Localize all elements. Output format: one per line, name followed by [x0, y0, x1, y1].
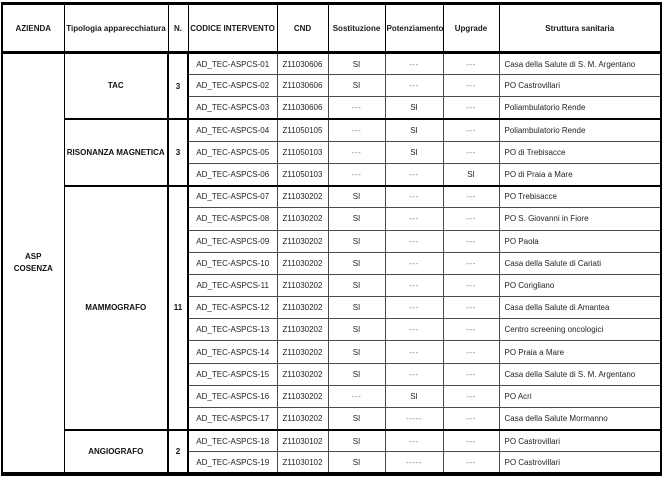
sostituzione-cell: SI [328, 274, 385, 296]
upgrade-cell: --- [443, 230, 499, 252]
cnd-cell: Z11050103 [277, 141, 328, 163]
codice-cell: AD_TEC-ASPCS-09 [188, 230, 277, 252]
upgrade-cell: --- [443, 341, 499, 363]
sostituzione-cell: --- [328, 141, 385, 163]
codice-cell: AD_TEC-ASPCS-10 [188, 252, 277, 274]
struttura-cell: PO Trebisacce [499, 186, 661, 208]
tipologia-cell: RISONANZA MAGNETICA [64, 119, 168, 186]
tipologia-cell: TAC [64, 53, 168, 120]
codice-cell: AD_TEC-ASPCS-04 [188, 119, 277, 141]
cnd-cell: Z11030606 [277, 53, 328, 75]
potenziamento-cell: --- [385, 252, 443, 274]
struttura-cell: PO Corigliano [499, 274, 661, 296]
upgrade-cell: --- [443, 319, 499, 341]
cnd-cell: Z11030102 [277, 430, 328, 452]
col-header-struttura-sanitaria: Struttura sanitaria [499, 4, 661, 53]
cnd-cell: Z11030202 [277, 208, 328, 230]
codice-cell: AD_TEC-ASPCS-11 [188, 274, 277, 296]
sostituzione-cell: --- [328, 119, 385, 141]
struttura-cell: Casa della Salute di S. M. Argentano [499, 363, 661, 385]
potenziamento-cell: --- [385, 208, 443, 230]
codice-cell: AD_TEC-ASPCS-19 [188, 452, 277, 474]
codice-cell: AD_TEC-ASPCS-15 [188, 363, 277, 385]
struttura-cell: Poliambulatorio Rende [499, 97, 661, 119]
cnd-cell: Z11030202 [277, 385, 328, 407]
cnd-cell: Z11030202 [277, 297, 328, 319]
upgrade-cell: --- [443, 297, 499, 319]
potenziamento-cell: --- [385, 186, 443, 208]
azienda-cell: ASP COSENZA [2, 53, 64, 475]
cnd-cell: Z11050105 [277, 119, 328, 141]
table-header [2, 4, 661, 53]
col-header-cnd: CND [277, 4, 328, 53]
codice-cell: AD_TEC-ASPCS-13 [188, 319, 277, 341]
struttura-cell: Casa della Salute di Amantea [499, 297, 661, 319]
sostituzione-cell: SI [328, 319, 385, 341]
upgrade-cell: --- [443, 274, 499, 296]
sostituzione-cell: SI [328, 230, 385, 252]
upgrade-cell: --- [443, 141, 499, 163]
interventi-table [1, 2, 662, 476]
potenziamento-cell: --- [385, 430, 443, 452]
struttura-cell: PO Castrovillari [499, 430, 661, 452]
col-header-sostituzione: Sostituzione [328, 4, 385, 53]
potenziamento-cell: SI [385, 385, 443, 407]
struttura-cell: PO di Praia a Mare [499, 163, 661, 185]
col-header-azienda: AZIENDA [2, 4, 64, 53]
potenziamento-cell: --- [385, 297, 443, 319]
cnd-cell: Z11030202 [277, 341, 328, 363]
struttura-cell: PO Paola [499, 230, 661, 252]
struttura-cell: Casa della Salute di Cariati [499, 252, 661, 274]
upgrade-cell: --- [443, 452, 499, 474]
cnd-cell: Z11050103 [277, 163, 328, 185]
n-cell: 2 [168, 430, 188, 474]
cnd-cell: Z11030202 [277, 319, 328, 341]
cnd-cell: Z11030202 [277, 274, 328, 296]
cnd-cell: Z11030202 [277, 252, 328, 274]
upgrade-cell: --- [443, 119, 499, 141]
upgrade-cell: --- [443, 408, 499, 430]
sostituzione-cell: SI [328, 75, 385, 97]
cnd-cell: Z11030202 [277, 230, 328, 252]
upgrade-cell: --- [443, 97, 499, 119]
potenziamento-cell: --- [385, 319, 443, 341]
n-cell: 3 [168, 53, 188, 120]
col-header-upgrade: Upgrade [443, 4, 499, 53]
potenziamento-cell: --- [385, 230, 443, 252]
potenziamento-cell: SI [385, 141, 443, 163]
potenziamento-cell: --- [385, 274, 443, 296]
sostituzione-cell: SI [328, 252, 385, 274]
codice-cell: AD_TEC-ASPCS-03 [188, 97, 277, 119]
sostituzione-cell: --- [328, 163, 385, 185]
codice-cell: AD_TEC-ASPCS-06 [188, 163, 277, 185]
struttura-cell: Casa della Salute di S. M. Argentano [499, 53, 661, 75]
cnd-cell: Z11030202 [277, 408, 328, 430]
upgrade-cell: --- [443, 430, 499, 452]
cnd-cell: Z11030202 [277, 186, 328, 208]
col-header-tipologia: Tipologia apparecchiatura [64, 4, 168, 53]
cnd-cell: Z11030606 [277, 75, 328, 97]
codice-cell: AD_TEC-ASPCS-05 [188, 141, 277, 163]
codice-cell: AD_TEC-ASPCS-08 [188, 208, 277, 230]
codice-cell: AD_TEC-ASPCS-01 [188, 53, 277, 75]
struttura-cell: PO Castrovillari [499, 452, 661, 474]
sostituzione-cell: SI [328, 186, 385, 208]
tipologia-cell: MAMMOGRAFO [64, 186, 168, 430]
col-header-n: N. [168, 4, 188, 53]
upgrade-cell: --- [443, 363, 499, 385]
cnd-cell: Z11030202 [277, 363, 328, 385]
sostituzione-cell: SI [328, 363, 385, 385]
upgrade-cell: --- [443, 208, 499, 230]
struttura-cell: PO S. Giovanni in Fiore [499, 208, 661, 230]
struttura-cell: Poliambulatorio Rende [499, 119, 661, 141]
codice-cell: AD_TEC-ASPCS-02 [188, 75, 277, 97]
potenziamento-cell: --- [385, 53, 443, 75]
tipologia-cell: ANGIOGRAFO [64, 430, 168, 474]
col-header-codice-intervento: CODICE INTERVENTO [188, 4, 277, 53]
upgrade-cell: --- [443, 53, 499, 75]
table-row [2, 53, 661, 75]
sostituzione-cell: SI [328, 430, 385, 452]
col-header-potenziamento: Potenziamento [385, 4, 443, 53]
cnd-cell: Z11030606 [277, 97, 328, 119]
header-row [2, 4, 661, 53]
potenziamento-cell: ----- [385, 408, 443, 430]
sostituzione-cell: SI [328, 408, 385, 430]
struttura-cell: Centro screening oncologici [499, 319, 661, 341]
upgrade-cell: --- [443, 75, 499, 97]
codice-cell: AD_TEC-ASPCS-16 [188, 385, 277, 407]
upgrade-cell: --- [443, 252, 499, 274]
potenziamento-cell: --- [385, 341, 443, 363]
potenziamento-cell: ----- [385, 452, 443, 474]
struttura-cell: PO Praia a Mare [499, 341, 661, 363]
potenziamento-cell: --- [385, 75, 443, 97]
upgrade-cell: --- [443, 385, 499, 407]
table-row [2, 430, 661, 452]
potenziamento-cell: --- [385, 163, 443, 185]
struttura-cell: Casa della Salute Mormanno [499, 408, 661, 430]
struttura-cell: PO Castrovillari [499, 75, 661, 97]
upgrade-cell: --- [443, 186, 499, 208]
sostituzione-cell: SI [328, 452, 385, 474]
table-row [2, 186, 661, 208]
cnd-cell: Z11030102 [277, 452, 328, 474]
potenziamento-cell: SI [385, 119, 443, 141]
table-row [2, 119, 661, 141]
table-body [2, 53, 661, 475]
struttura-cell: PO di Trebisacce [499, 141, 661, 163]
codice-cell: AD_TEC-ASPCS-17 [188, 408, 277, 430]
upgrade-cell: SI [443, 163, 499, 185]
sostituzione-cell: SI [328, 208, 385, 230]
codice-cell: AD_TEC-ASPCS-07 [188, 186, 277, 208]
codice-cell: AD_TEC-ASPCS-14 [188, 341, 277, 363]
struttura-cell: PO Acri [499, 385, 661, 407]
codice-cell: AD_TEC-ASPCS-18 [188, 430, 277, 452]
sostituzione-cell: --- [328, 97, 385, 119]
n-cell: 11 [168, 186, 188, 430]
sostituzione-cell: SI [328, 341, 385, 363]
potenziamento-cell: --- [385, 363, 443, 385]
codice-cell: AD_TEC-ASPCS-12 [188, 297, 277, 319]
sostituzione-cell: SI [328, 53, 385, 75]
sostituzione-cell: --- [328, 385, 385, 407]
sostituzione-cell: SI [328, 297, 385, 319]
potenziamento-cell: SI [385, 97, 443, 119]
n-cell: 3 [168, 119, 188, 186]
